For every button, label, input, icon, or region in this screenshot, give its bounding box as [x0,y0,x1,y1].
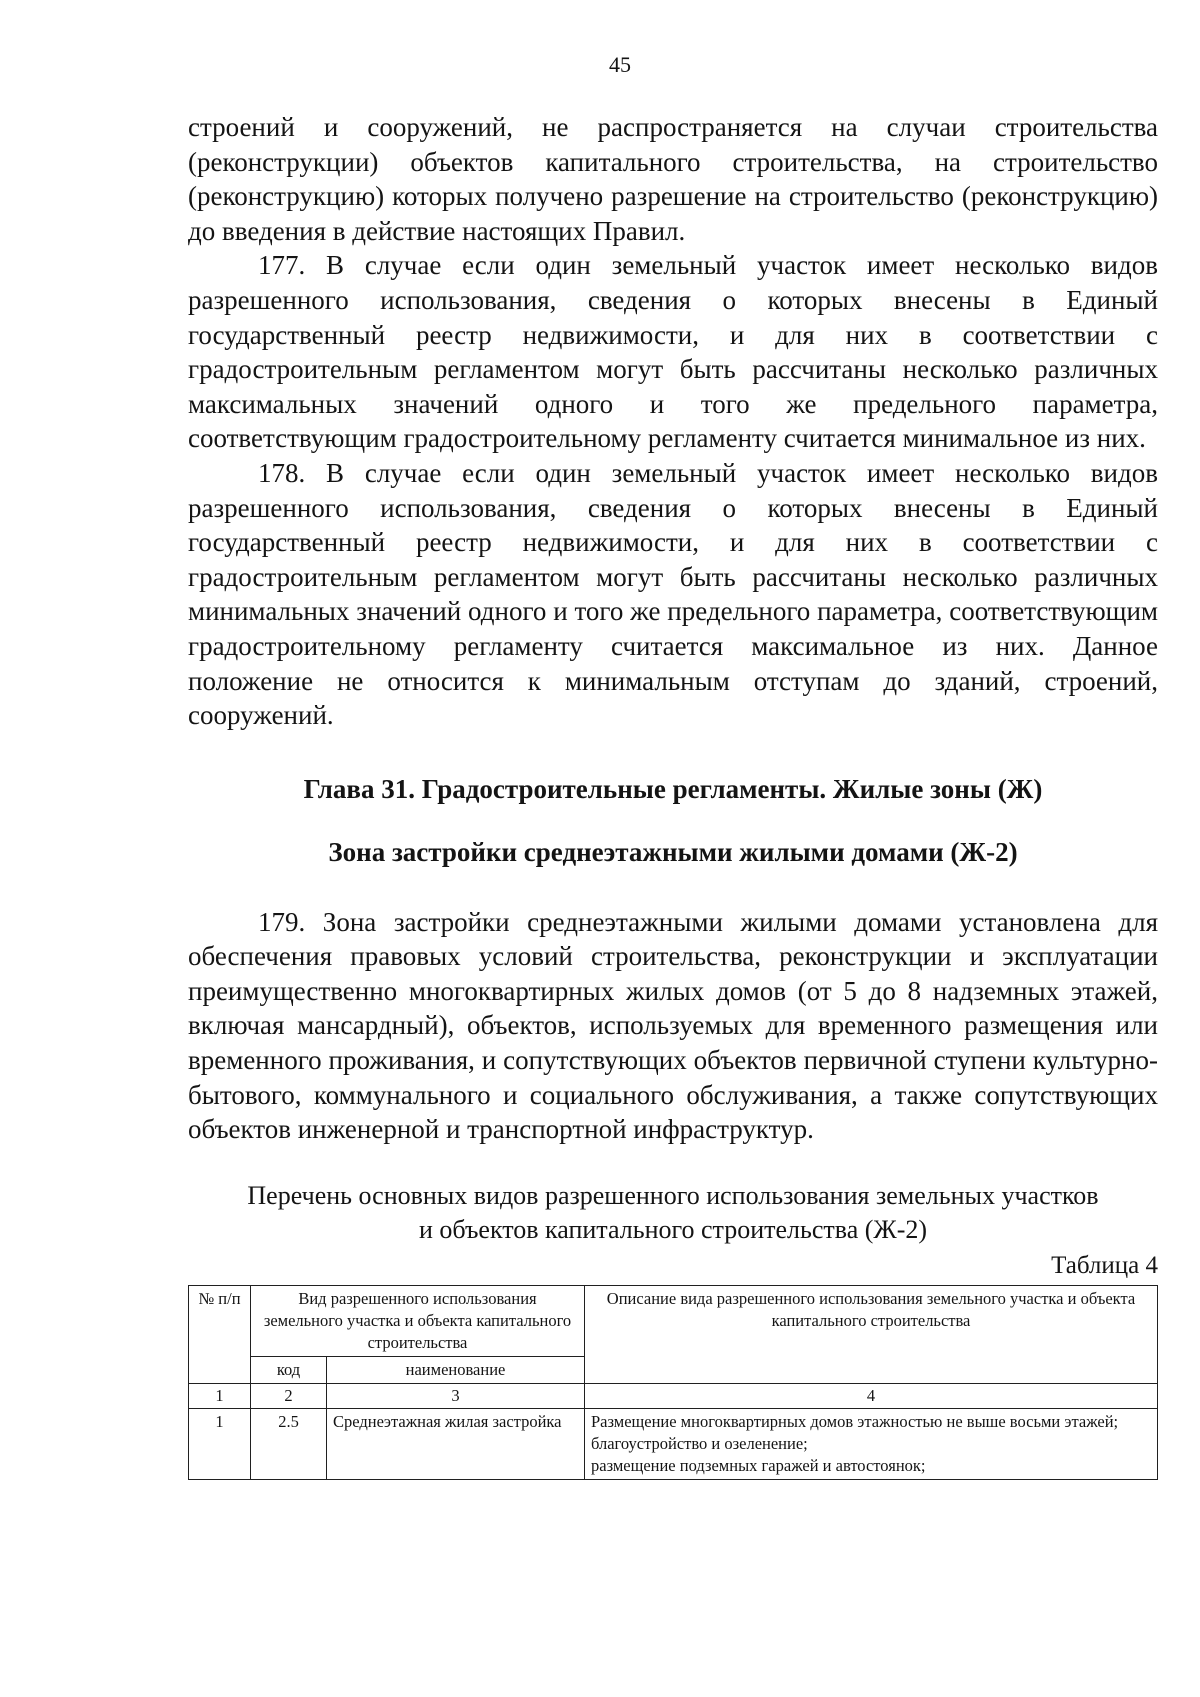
paragraph-178: 178. В случае если один земельный участок имеет несколько видов разрешенного использования, сведения о которых внесены в Единый государственный реестр недвижимости, и для них в соответствии с градостроительным регламентом могут быть рассчитаны несколько различных минимальных значений одного и того же предельного параметра, соответствующим градостроительному регламенту считается максимальное из них. Данное положение не относится к минимальным отступам до зданий, строений, сооружений. [188,457,1158,731]
paragraph-179: 179. Зона застройки среднеэтажными жилыми домами установлена для обеспечения правовых условий строительства, реконструкции и эксплуатации преимущественно многоквартирных жилых домов (от 5 до 8 надземных этажей, включая мансардный), объектов, используемых для временного размещения или временного проживания, и сопутствующих объектов первичной ступени культурно-бытового, коммунального и социального обслуживания, а также сопутствующих объектов инженерной и транспортной инфраструктур. [188,906,1158,1145]
document-body [188,110,1158,1480]
paragraph-continuation: строений и сооружений, не распространяется на случаи строительства (реконструкции) объектов капитального строительства, на строительство (реконструкцию) которых получено разрешение на строительство (реконструкцию) до введения в действие настоящих Правил. [188,112,1158,246]
regulation-table [188,1285,1158,1480]
table-row [189,1408,1158,1479]
description-line: Размещение многоквартирных домов этажностью не выше восьми этажей; [591,1411,1119,1431]
paragraph-177: 177. В случае если один земельный участок имеет несколько видов разрешенного использования, сведения о которых внесены в Единый государственный реестр недвижимости, и для них в соответствии с градостроительным регламентом могут быть рассчитаны несколько различных максимальных значений одного и того же предельного параметра, соответствующим градостроительному регламенту считается минимальное из них. [188,250,1158,454]
description-line: размещение подземных гаражей и автостоянок; [591,1455,926,1475]
page-number: 45 [609,52,631,77]
list-title-line-2: и объектов капитального строительства (Ж-2) [418,1214,928,1244]
row-code: 2.5 [251,1408,327,1479]
table-caption: Таблица 4 [1051,1251,1158,1279]
header-num: № п/п [189,1285,251,1383]
row-name: Среднеэтажная жилая застройка [327,1408,585,1479]
list-title-line-1: Перечень основных видов разрешенного использования земельных участков [247,1180,1099,1210]
column-number: 4 [585,1383,1158,1408]
row-description [585,1408,1158,1479]
zone-heading: Зона застройки среднеэтажными жилыми домами (Ж-2) [328,836,1018,867]
table-header-row [189,1285,1158,1356]
column-number: 3 [327,1383,585,1408]
list-title [188,1179,1158,1247]
chapter-heading: Глава 31. Градостроительные регламенты. Жилые зоны (Ж) [303,773,1043,804]
header-kind: Вид разрешенного использования земельного участка и объекта капитального строительства [251,1285,585,1356]
header-name: наименование [327,1356,585,1383]
column-number-row [189,1383,1158,1408]
description-line: благоустройство и озеленение; [591,1433,808,1453]
header-description: Описание вида разрешенного использования земельного участка и объекта капитального строительства [585,1285,1158,1383]
header-code: код [251,1356,327,1383]
column-number: 2 [251,1383,327,1408]
row-num: 1 [189,1408,251,1479]
column-number: 1 [189,1383,251,1408]
